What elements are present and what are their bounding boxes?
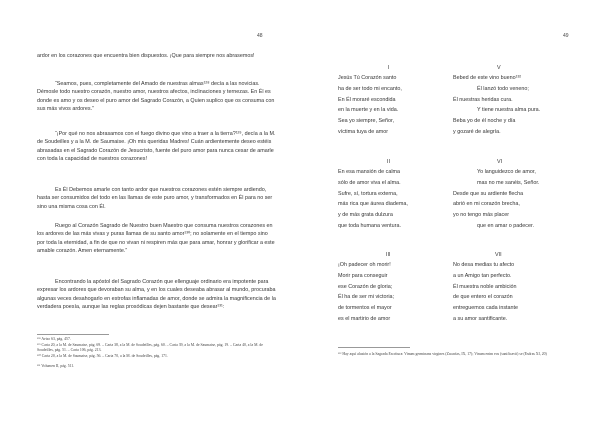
stanza <box>453 157 583 232</box>
page-number: 48 <box>257 33 263 39</box>
verse-line: que en amar o padecer. <box>477 222 534 229</box>
verse-line: víctima tuya de amor <box>338 128 389 135</box>
stanza-numeral: II <box>387 159 390 165</box>
verse-line: sólo de amor viva el alma. <box>338 179 401 186</box>
verse-line: En esa mansión de calma <box>338 169 401 175</box>
verse-line: No desa medias tu afecto <box>453 262 515 268</box>
footnote: ¹³¹ Volumen II, pág. 511. <box>37 364 75 368</box>
verse-line: abrió en mi corazón brecha, <box>453 201 520 208</box>
stanza-numeral: VI <box>497 159 503 165</box>
paragraph-1: ardor en los corazones que encuentra bien dispuestos. ¡Que para siempre nos abrasemos! <box>37 53 255 59</box>
stanza-numeral: III <box>386 252 391 258</box>
footnote: ¹²⁹ Carta 20, a la M. de Saumaise, pág. 69. – Carta 38, a la M. de Soudeilles, pág. 60. – Carta 39, a la M. de Saumaise, pág. 19. – Carta 40, a la M. de Soudeilles, pág. 51. – Carta 106, pág. 213. <box>37 343 263 353</box>
verse-line: Y tiene nuestra alma pura. <box>477 107 541 114</box>
verse-line: En Él moraré escondida <box>338 96 396 103</box>
verse-line: Él ha de ser mi victoria; <box>338 294 395 301</box>
verse-line: ¡Oh padecer oh morir! <box>338 262 391 268</box>
verse-line: yo no tengo más placer <box>453 212 510 219</box>
verse-line: Sufre, sí, tortura externa, <box>338 190 398 197</box>
paragraph-2: “Seamos, pues, completamente del Amado de nuestras almas¹²⁸ decía a las novicias. Démosle todo nuestro corazón, nuestro amor, nuestros afectos, inclinaciones y ternezas. En Él es donde es amo y os deseo el puro amor del Sagrado Corazón, a Quien suplico que os consuma con sus más vivos ardores.” <box>37 81 275 112</box>
paragraph-5: Ruego al Corazón Sagrado de Nuestro buen Maestro que consuma nuestros corazones en los ardores de las más vivas y puras llamas de su santo amor¹³⁰; no solamente en el tiempo sino por toda la eternidad, a fin de que no vivan ni respiren más que para amar, honrar y glorificar a este amable corazón. Amen eternamente.” <box>37 223 275 254</box>
verse-line: de que entero el corazón <box>453 294 513 301</box>
body-paragraph <box>37 278 277 311</box>
verse-line: mas no me sanéis, Señor. <box>477 179 540 186</box>
body-paragraph <box>37 52 277 60</box>
verse-line: Jesús Tú Corazón santo <box>338 75 397 81</box>
verse-line: a su amor santificante. <box>453 315 508 322</box>
stanza <box>453 63 583 138</box>
verse-line: en la muerte y en la vida. <box>338 107 399 114</box>
verse-line: ha de ser todo mi encanto, <box>338 85 402 92</box>
verse-line: Desde que su ardiente flecha <box>453 190 524 197</box>
verse-line: Bebed de este vino bueno¹³² <box>453 75 522 81</box>
verse-line: Él lanzó todo veneno; <box>477 85 529 92</box>
verse-line: de tormentos el mayor <box>338 305 392 312</box>
verse-line: Él muestra noble ambición <box>453 283 517 290</box>
verse-line: Beba yo de él noche y día <box>453 118 516 125</box>
verse-line: Yo languidezco de amor, <box>477 169 536 175</box>
stanza <box>453 250 583 325</box>
verse-line: y de más grata dulzura <box>338 212 393 219</box>
verse-line: es el martirio de amor <box>338 315 391 322</box>
stanza <box>338 63 468 138</box>
body-paragraph <box>37 222 277 255</box>
verse-line: y gozaré de alegría. <box>453 128 501 135</box>
footnote-divider <box>338 347 410 348</box>
footnote: ¹³⁰ Carta 20, a la M. de Saumaise, pág. 56. – Carta 70, a la M. de Soudeilles, pág. 171. <box>37 354 168 358</box>
verse-line: Morir para conseguir <box>338 272 388 279</box>
verse-line: que toda humana ventura. <box>338 222 401 229</box>
footnote-divider <box>37 334 109 335</box>
footnote: ¹²⁸ Aviso 63, pág. 457. <box>37 337 71 341</box>
verse-line: a un Amigo tan perfecto. <box>453 272 512 279</box>
verse-line: entreguemos cada instante <box>453 305 519 312</box>
body-paragraph <box>37 130 277 163</box>
page-number: 49 <box>563 33 569 39</box>
footnote: ¹³² Hay aquí alusión a la Sagrada Escritura: Vinum germinans virgines (Zacarías, IX, 17); Vinum enim eos (sanificavit) se (Esdras XI, 20) <box>338 352 547 356</box>
verse-line: ese Corazón de gloria; <box>338 283 393 290</box>
verse-line: Sea yo siempre, Señor, <box>338 118 395 125</box>
paragraph-6: Encontrando la apóstol del Sagrado Corazón que ellenguaje ordinario era impotente para expresar los ardores que devoraban su alma, y en los cuales deseaba abrasar al mundo, procuraba algunas veces desahogarlo en estrofas inflamadas de amor, donde se admira la magnificencia de la verdadera poesía, aunque las reglas prosódicas dejen bastante que desear¹³¹: <box>37 279 276 310</box>
stanza-numeral: V <box>497 65 501 71</box>
stanza <box>338 250 468 325</box>
verse-line: más rica que áurea diadema, <box>338 201 408 208</box>
body-paragraph <box>37 186 277 211</box>
stanza-numeral: VII <box>495 252 502 258</box>
paragraph-3: “¡Por qué no nos abrasamos con el fuego divino que vino a traer a la tierra?¹²⁹, decía a la M. de Soudeilles y a la M. de Saumaise. ¡Oh mis queridas Madres! Cuán ardientemente deseo estéis abrasadas en el Sagrado Corazón de Jesucristo, fuente del puro amor para nunca cesar de amarle con toda la capacidad de nuestros corazones! <box>37 131 276 162</box>
body-paragraph <box>37 80 277 113</box>
paragraph-4: Es Él Debemos amarle con tanto ardor que nuestros corazones estén siempre ardiendo, hasta ser consumidos del todo en las llamas de este puro amor, y transformados en Él para no ser sino una misma cosa con Él. <box>37 187 273 210</box>
verse-line: Él nuestras heridas cura. <box>453 96 513 103</box>
stanza-numeral: I <box>388 65 390 71</box>
stanza <box>338 157 468 232</box>
